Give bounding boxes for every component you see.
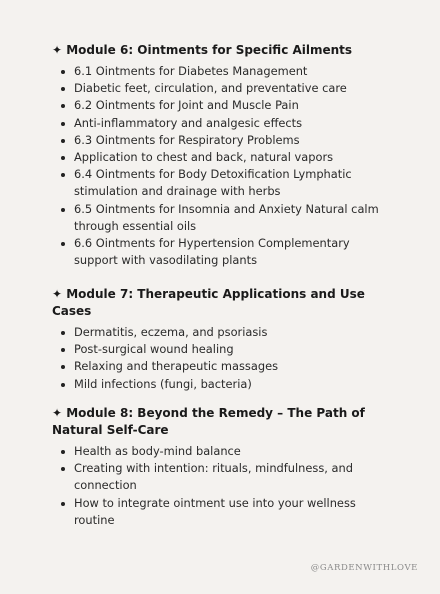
list-item: Application to chest and back, natural vapors	[52, 149, 382, 166]
list-item: Mild infections (fungi, bacteria)	[52, 376, 382, 393]
module-7-title: ✦ Module 7: Therapeutic Applications and Use Cases	[52, 287, 365, 318]
list-item: Post-surgical wound healing	[52, 341, 382, 358]
list-item: 6.3 Ointments for Respiratory Problems	[52, 132, 382, 149]
list-item: Diabetic feet, circulation, and preventative care	[52, 80, 382, 97]
module-8-title: ✦ Module 8: Beyond the Remedy – The Path of Natural Self-Care	[52, 406, 365, 437]
list-item: 6.1 Ointments for Diabetes Management	[52, 63, 382, 80]
list-item: 6.4 Ointments for Body Detoxification Lymphatic stimulation and drainage with herbs	[52, 166, 382, 200]
list-item: 6.2 Ointments for Joint and Muscle Pain	[52, 97, 382, 114]
module-7	[52, 286, 382, 393]
list-item: Health as body-mind balance	[52, 443, 382, 460]
module-6	[52, 42, 382, 269]
list-item: 6.6 Ointments for Hypertension Complementary support with vasodilating plants	[52, 235, 382, 269]
module-6-title: ✦ Module 6: Ointments for Specific Ailments	[52, 43, 353, 57]
module-8-list	[52, 443, 382, 529]
list-item: Relaxing and therapeutic massages	[52, 358, 382, 375]
list-item: 6.5 Ointments for Insomnia and Anxiety Natural calm through essential oils	[52, 201, 382, 235]
module-8	[52, 405, 382, 529]
list-item: Creating with intention: rituals, mindfulness, and connection	[52, 460, 382, 494]
module-7-list	[52, 324, 382, 393]
list-item: Dermatitis, eczema, and psoriasis	[52, 324, 382, 341]
list-item: Anti-inflammatory and analgesic effects	[52, 115, 382, 132]
list-item: How to integrate ointment use into your wellness routine	[52, 495, 382, 529]
module-6-list	[52, 63, 382, 269]
watermark-handle: @GARDENWITHLOVE	[310, 563, 418, 573]
